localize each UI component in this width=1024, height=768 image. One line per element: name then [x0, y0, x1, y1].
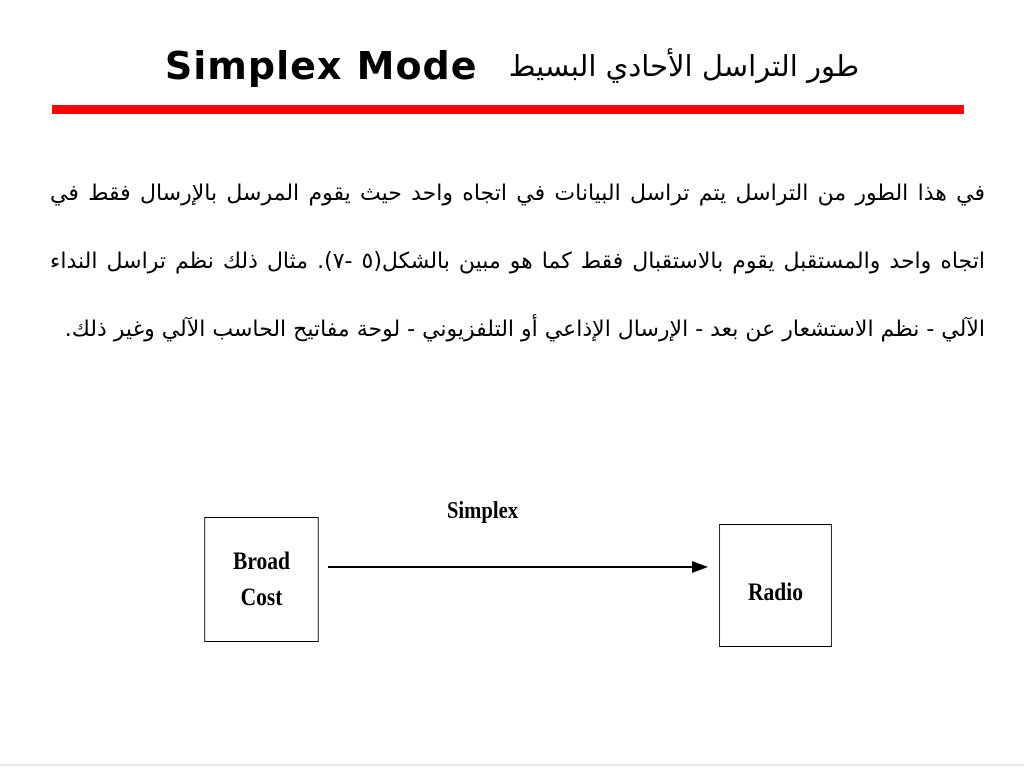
slide-title — [0, 44, 1024, 104]
title-arabic: طور التراسل الأحادي البسيط — [508, 49, 860, 83]
body-paragraph: في هذا الطور من التراسل يتم تراسل البيانات في اتجاه واحد حيث يقوم المرسل بالإرسال فقط في اتجاه واحد والمستقبل يقوم بالاستقبال فقط كما هو مبين بالشكل(٥ -٧). مثال ذلك نظم تراسل النداء الآلي - نظم الاستشعار عن بعد - الإرسال الإذاعي أو التلفزيوني - لوحة مفاتيح الحاسب الآلي وغير ذلك. — [50, 181, 985, 342]
broadcast-label-line2: Cost — [240, 583, 283, 611]
footer-divider — [0, 764, 1024, 766]
title-english: Simplex Mode — [164, 44, 478, 88]
simplex-diagram — [0, 490, 1024, 660]
broadcast-node — [204, 517, 318, 642]
radio-label: Radio — [748, 578, 803, 606]
simplex-label: Simplex — [446, 498, 519, 524]
title-underline — [52, 105, 964, 114]
radio-node — [719, 524, 832, 647]
simplex-arrow-head — [692, 561, 708, 573]
broadcast-label-line1: Broad — [233, 547, 290, 575]
